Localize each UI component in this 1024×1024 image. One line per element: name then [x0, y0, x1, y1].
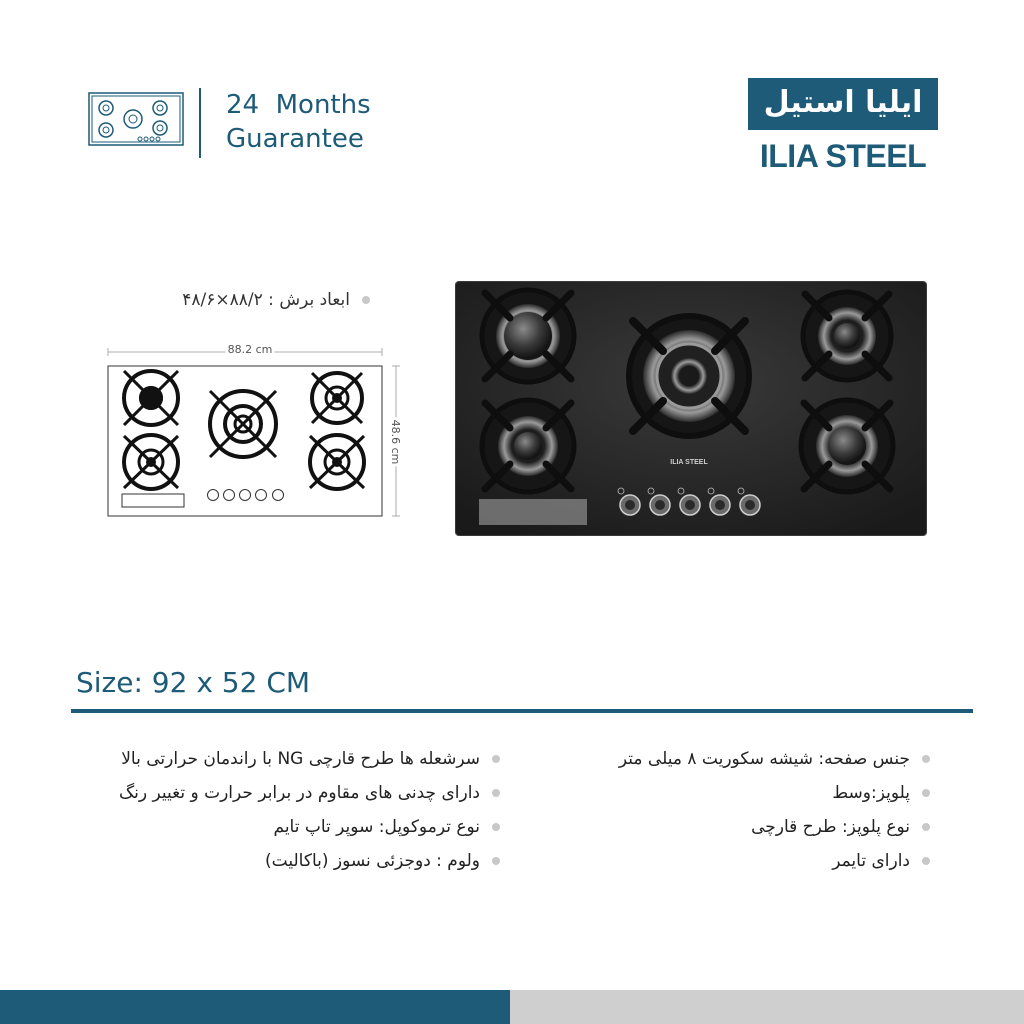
- hob-burner-top-left: [481, 289, 575, 383]
- hob-outline-icon: [88, 92, 184, 146]
- bullet-icon: [362, 296, 370, 304]
- bullet-icon: [492, 823, 500, 831]
- diagram-burner-bottom-right: [310, 435, 364, 489]
- guarantee-word: Guarantee: [226, 124, 364, 154]
- diagram-timer-panel: [122, 494, 184, 507]
- hob-burner-center: [627, 314, 751, 438]
- list-item: دارای تایمر: [590, 846, 930, 880]
- footer-bar-accent: [0, 990, 510, 1024]
- bullet-icon: [922, 789, 930, 797]
- guarantee-text: [226, 88, 371, 156]
- section-divider: [71, 709, 973, 713]
- brand-logo: [748, 78, 938, 174]
- bullet-icon: [492, 857, 500, 865]
- guarantee-months: 24 Months: [226, 90, 371, 120]
- size-label: Size: 92 x 52 CM: [76, 666, 311, 699]
- list-item: ولوم : دوجزئی نسوز (باکالیت): [60, 846, 500, 880]
- bullet-icon: [492, 789, 500, 797]
- diagram-width-label: 88.2 cm: [227, 343, 273, 356]
- footer-bar-gray: [510, 990, 1024, 1024]
- list-item: نوع ترموکوپل: سوپر تاپ تایم: [60, 812, 500, 846]
- list-item: سرشعله ها طرح قارچی NG با راندمان حرارتی بالا: [60, 744, 500, 778]
- brand-logo-latin: ILIA STEEL: [759, 138, 927, 174]
- list-item: پلوپز:وسط: [590, 778, 930, 812]
- cut-dimensions: [130, 290, 370, 320]
- list-item: دارای چدنی های مقاوم در برابر حرارت و تغییر رنگ: [60, 778, 500, 812]
- bullet-icon: [492, 755, 500, 763]
- hob-timer-panel: [479, 499, 587, 525]
- hob-burner-bottom-right: [800, 399, 894, 493]
- diagram-burner-center: [210, 391, 276, 457]
- features-list-left: [60, 744, 500, 880]
- hob-burner-bottom-left: [481, 399, 575, 493]
- hob-brand-mark: ILIA STEEL: [670, 459, 708, 466]
- header-divider: [199, 88, 201, 158]
- features-list-right: [590, 744, 930, 880]
- gas-hob-product-image: [455, 281, 927, 536]
- hob-burner-top-right: [802, 291, 892, 381]
- diagram-burner-top-right: [312, 373, 362, 423]
- diagram-knobs: [208, 490, 284, 501]
- diagram-burner-bottom-left: [124, 435, 178, 489]
- list-item: نوع پلوپز: طرح قارچی: [590, 812, 930, 846]
- list-item: جنس صفحه: شیشه سکوریت ۸ میلی متر: [590, 744, 930, 778]
- diagram-height-label: 48.6 cm: [389, 419, 402, 465]
- brand-logo-persian: ایلیا استیل: [748, 78, 938, 130]
- cut-dimensions-label: ابعاد برش : ۸۸/۲×۴۸/۶: [182, 290, 350, 310]
- bullet-icon: [922, 755, 930, 763]
- hob-dimension-diagram: [100, 338, 410, 524]
- diagram-burner-top-left: [124, 371, 178, 425]
- bullet-icon: [922, 857, 930, 865]
- bullet-icon: [922, 823, 930, 831]
